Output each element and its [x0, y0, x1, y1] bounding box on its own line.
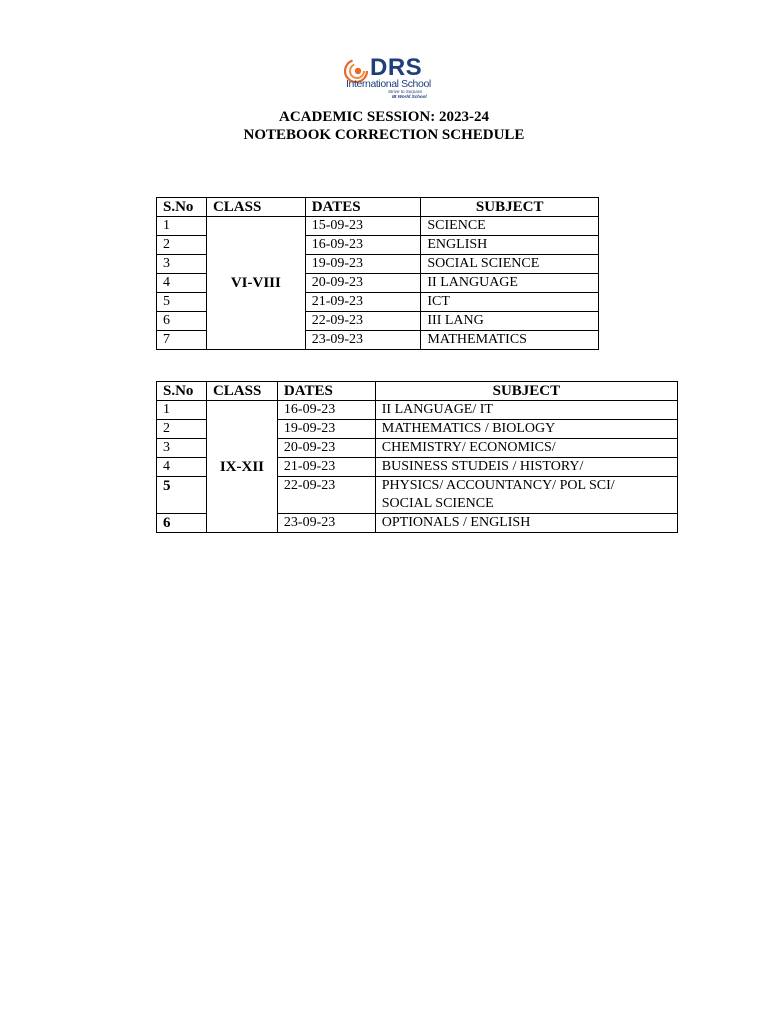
cell-date: 23-09-23 [305, 331, 421, 350]
cell-sno: 6 [157, 312, 207, 331]
cell-date: 22-09-23 [305, 312, 421, 331]
header-dates: DATES [277, 382, 375, 401]
cell-class: IX-XII [206, 401, 277, 533]
cell-subject: II LANGUAGE [421, 274, 599, 293]
cell-sno: 2 [157, 236, 207, 255]
header-subject: SUBJECT [375, 382, 677, 401]
cell-subject [375, 477, 677, 514]
page-title: NOTEBOOK CORRECTION SCHEDULE [243, 127, 525, 143]
school-logo [344, 54, 431, 99]
table-header-row [157, 382, 678, 401]
cell-sno: 4 [157, 458, 207, 477]
cell-subject: BUSINESS STUDEIS / HISTORY/ [375, 458, 677, 477]
cell-subject: II LANGUAGE/ IT [375, 401, 677, 420]
schedule-table-vi-viii [156, 197, 599, 350]
cell-date: 21-09-23 [277, 458, 375, 477]
cell-subject: OPTIONALS / ENGLISH [375, 514, 677, 533]
cell-date: 16-09-23 [305, 236, 421, 255]
cell-sno: 2 [157, 420, 207, 439]
session-heading: ACADEMIC SESSION: 2023-24 [278, 109, 490, 125]
cell-sno: 1 [157, 401, 207, 420]
header-subject: SUBJECT [421, 198, 599, 217]
cell-subject: MATHEMATICS [421, 331, 599, 350]
cell-subject: III LANG [421, 312, 599, 331]
table-row [157, 217, 599, 236]
cell-subject-line1: PHYSICS/ ACCOUNTANCY/ POL SCI/ [381, 478, 615, 493]
cell-sno: 1 [157, 217, 207, 236]
cell-subject: SCIENCE [421, 217, 599, 236]
cell-sno: 6 [157, 514, 207, 533]
cell-date: 23-09-23 [277, 514, 375, 533]
table-header-row [157, 198, 599, 217]
cell-date: 21-09-23 [305, 293, 421, 312]
cell-class: VI-VIII [206, 217, 305, 350]
header-dates: DATES [305, 198, 421, 217]
cell-sno: 3 [157, 255, 207, 274]
header-class: CLASS [206, 382, 277, 401]
cell-sno: 4 [157, 274, 207, 293]
cell-sno: 7 [157, 331, 207, 350]
logo-ib-world-school: IB World School [392, 94, 427, 99]
cell-date: 20-09-23 [305, 274, 421, 293]
schedule-table-ix-xii [156, 381, 678, 533]
cell-subject: ICT [421, 293, 599, 312]
cell-date: 20-09-23 [277, 439, 375, 458]
cell-date: 15-09-23 [305, 217, 421, 236]
cell-sno: 5 [157, 477, 207, 514]
cell-sno: 3 [157, 439, 207, 458]
logo-school-name: International School [346, 78, 431, 90]
cell-sno: 5 [157, 293, 207, 312]
cell-date: 19-09-23 [305, 255, 421, 274]
cell-subject: SOCIAL SCIENCE [421, 255, 599, 274]
header-sno: S.No [157, 382, 207, 401]
header-sno: S.No [157, 198, 207, 217]
table-row [157, 401, 678, 420]
cell-subject: ENGLISH [421, 236, 599, 255]
cell-date: 22-09-23 [277, 477, 375, 514]
cell-date: 16-09-23 [277, 401, 375, 420]
cell-date: 19-09-23 [277, 420, 375, 439]
cell-subject: CHEMISTRY/ ECONOMICS/ [375, 439, 677, 458]
cell-subject-line2: SOCIAL SCIENCE [381, 496, 494, 511]
logo-name: DRS [370, 54, 423, 81]
logo-tagline: Strive to Surpass [388, 89, 423, 94]
header-class: CLASS [206, 198, 305, 217]
cell-subject: MATHEMATICS / BIOLOGY [375, 420, 677, 439]
